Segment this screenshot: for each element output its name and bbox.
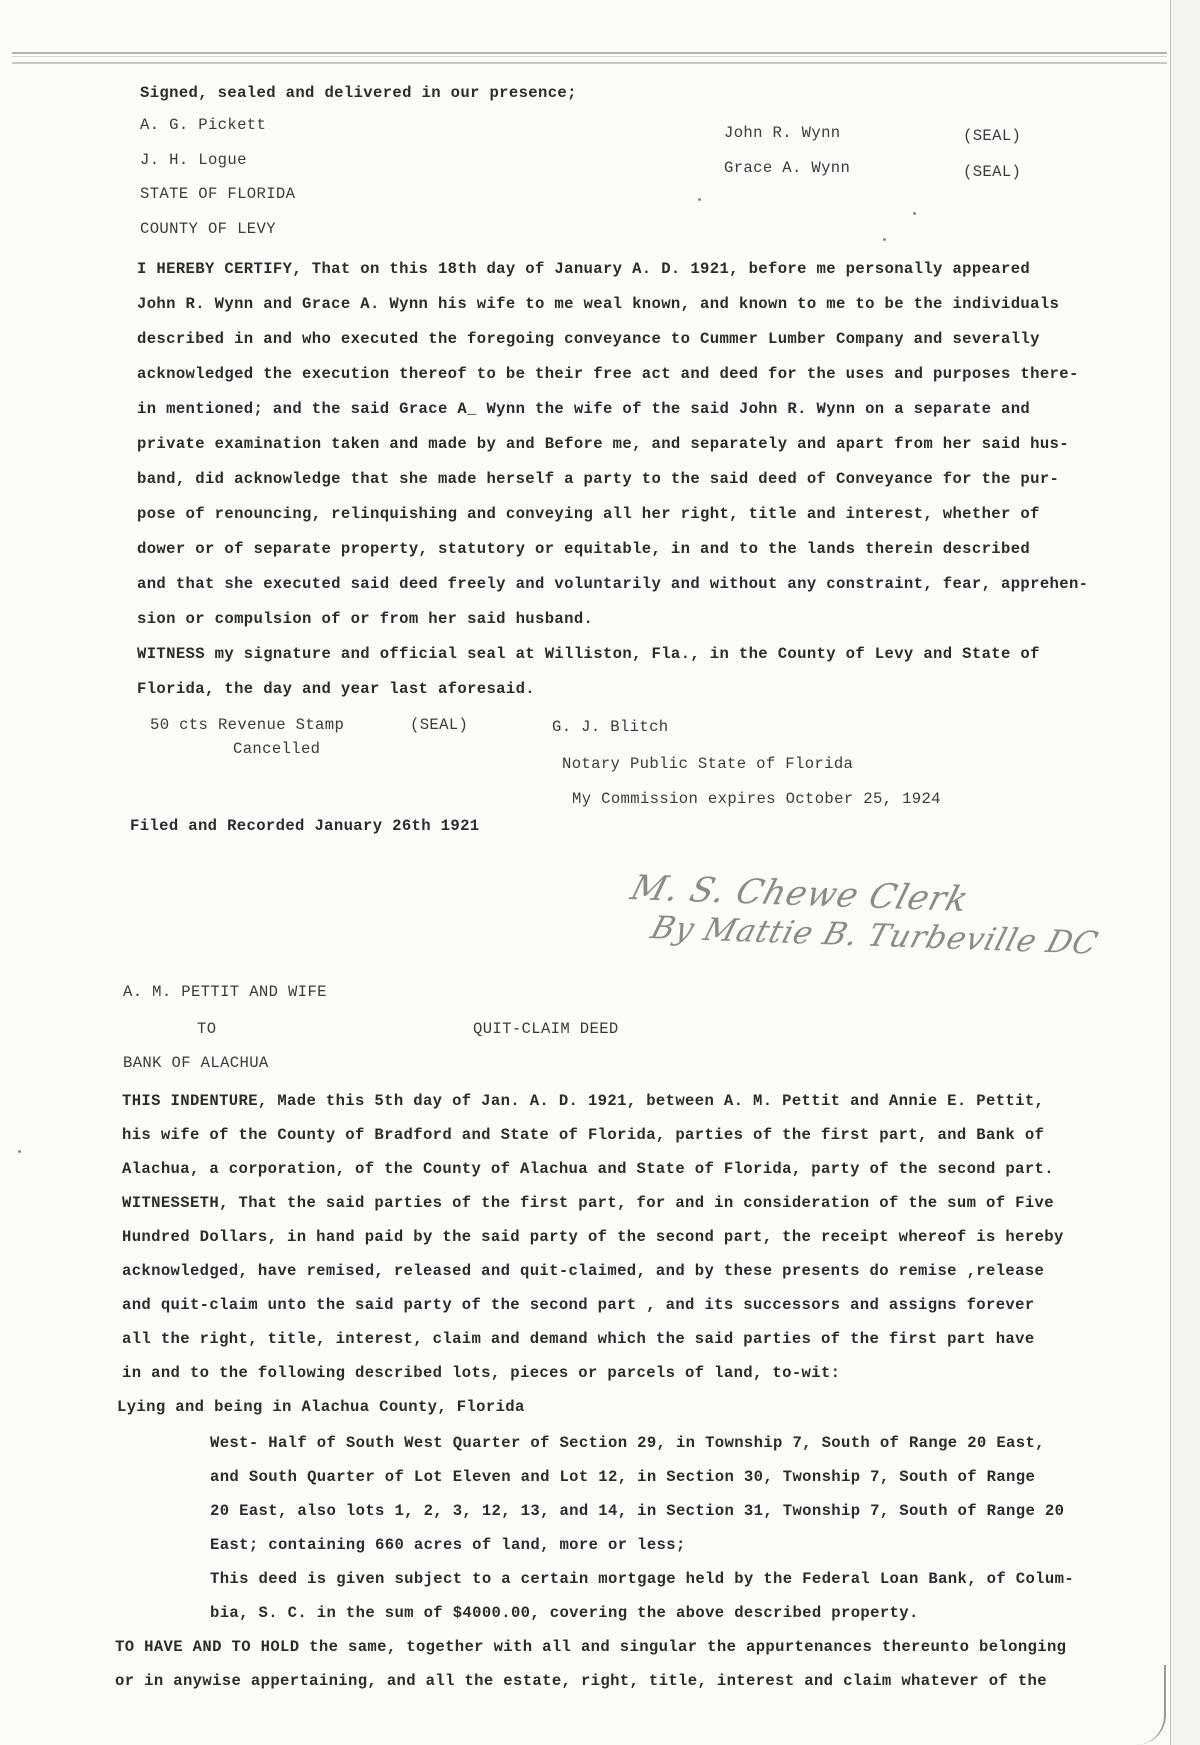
land-line: and South Quarter of Lot Eleven and Lot 12, in Section 30, Twonship 7, South of Range [210,1468,1036,1486]
filed-recorded: Filed and Recorded January 26th 1921 [130,817,480,835]
deed-line: WITNESSETH, That the said parties of the first part, for and in consideration of the sum of Five [122,1194,1054,1212]
cert-line: John R. Wynn and Grace A. Wynn his wife to me weal known, and known to me to be the individuals [137,295,1060,313]
habendum-line: or in anywise appertaining, and all the estate, right, title, interest and claim whatever of the [115,1672,1047,1690]
cert-line: described in and who executed the foregoing conveyance to Cummer Lumber Company and severally [137,330,1040,348]
grantor-2-name: Grace A. Wynn [724,159,851,177]
cert-line: private examination taken and made by and Before me, and separately and apart from her said hus- [137,435,1069,453]
notary-name: G. J. Blitch [552,718,669,736]
cert-line: dower or of separate property, statutory or equitable, in and to the lands therein described [137,540,1031,558]
notary-title: Notary Public State of Florida [562,755,854,773]
county-heading: COUNTY OF LEVY [140,220,276,238]
deed-line: his wife of the County of Bradford and State of Florida, parties of the first part, and Bank of [122,1126,1045,1144]
scan-speck [698,198,701,201]
cert-line: Florida, the day and year last aforesaid. [137,680,536,698]
deed-grantee-heading: BANK OF ALACHUA [123,1054,269,1072]
land-line: bia, S. C. in the sum of $4000.00, covering the above described property. [210,1604,919,1622]
scan-speck [913,212,916,215]
deed-grantor-heading: A. M. PETTIT AND WIFE [123,983,327,1001]
cert-line: pose of renouncing, relinquishing and conveying all her right, title and interest, whether of [137,505,1040,523]
land-line: West- Half of South West Quarter of Section 29, in Township 7, South of Range 20 East, [210,1434,1045,1452]
page-top-rule-inner [12,56,1167,57]
deed-line: and quit-claim unto the said party of the second part , and its successors and assigns forever [122,1296,1035,1314]
land-line: East; containing 660 acres of land, more or less; [210,1536,686,1554]
grantor-1-name: John R. Wynn [724,124,841,142]
scan-speck [883,238,886,241]
state-heading: STATE OF FLORIDA [140,185,296,203]
cert-line: acknowledged the execution thereof to be their free act and deed for the uses and purposes there- [137,365,1079,383]
land-line: 20 East, also lots 1, 2, 3, 12, 13, and 14, in Section 31, Twonship 7, South of Range 20 [210,1502,1065,1520]
cert-line: in mentioned; and the said Grace A_ Wynn the wife of the said John R. Wynn on a separate and [137,400,1031,418]
deed-line: in and to the following described lots, pieces or parcels of land, to-wit: [122,1364,841,1382]
notary-seal: (SEAL) [410,716,469,734]
cert-line: WITNESS my signature and official seal at Williston, Fla., in the County of Levy and State of [137,645,1040,663]
witness-1: A. G. Pickett [140,116,267,134]
page-top-rule [12,52,1167,64]
cert-line: band, did acknowledge that she made herself a party to the said deed of Conveyance for the pur- [137,470,1060,488]
revenue-stamp-line-2: Cancelled [233,740,321,758]
habendum-line: TO HAVE AND TO HOLD the same, together with all and singular the appurtenances thereunto belonging [115,1638,1067,1656]
scan-speck [18,1150,21,1153]
deed-line: acknowledged, have remised, released and quit-claimed, and by these presents do remise ,release [122,1262,1045,1280]
deed-line: Hundred Dollars, in hand paid by the said party of the second part, the receipt whereof is hereby [122,1228,1064,1246]
deed-line: THIS INDENTURE, Made this 5th day of Jan. A. D. 1921, between A. M. Pettit and Annie E. Pettit, [122,1092,1045,1110]
witness-2: J. H. Logue [140,151,247,169]
deed-line: Alachua, a corporation, of the County of Alachua and State of Florida, party of the second part. [122,1160,1054,1178]
grantor-2-seal: (SEAL) [963,163,1022,181]
notary-commission: My Commission expires October 25, 1924 [572,790,941,808]
revenue-stamp-line-1: 50 cts Revenue Stamp [150,716,345,734]
grantor-1-seal: (SEAL) [963,127,1022,145]
deed-line: Lying and being in Alachua County, Florida [117,1398,525,1416]
witness-intro: Signed, sealed and delivered in our presence; [140,84,577,102]
deed-line: all the right, title, interest, claim and demand which the said parties of the first part have [122,1330,1035,1348]
cert-line: I HEREBY CERTIFY, That on this 18th day of January A. D. 1921, before me personally appeared [137,260,1031,278]
deed-type-heading: QUIT-CLAIM DEED [473,1020,619,1038]
cert-line: and that she executed said deed freely and voluntarily and without any constraint, fear, apprehen- [137,575,1089,593]
deputy-clerk-signature: By Mattie B. Turbeville DC [646,910,1103,962]
deed-to-word: TO [197,1020,217,1038]
page-corner-curl [1134,1665,1166,1745]
cert-line: sion or compulsion of or from her said husband. [137,610,594,628]
land-line: This deed is given subject to a certain mortgage held by the Federal Loan Bank, of Colum- [210,1570,1074,1588]
clerk-signature: M. S. Chewe Clerk [626,868,974,920]
